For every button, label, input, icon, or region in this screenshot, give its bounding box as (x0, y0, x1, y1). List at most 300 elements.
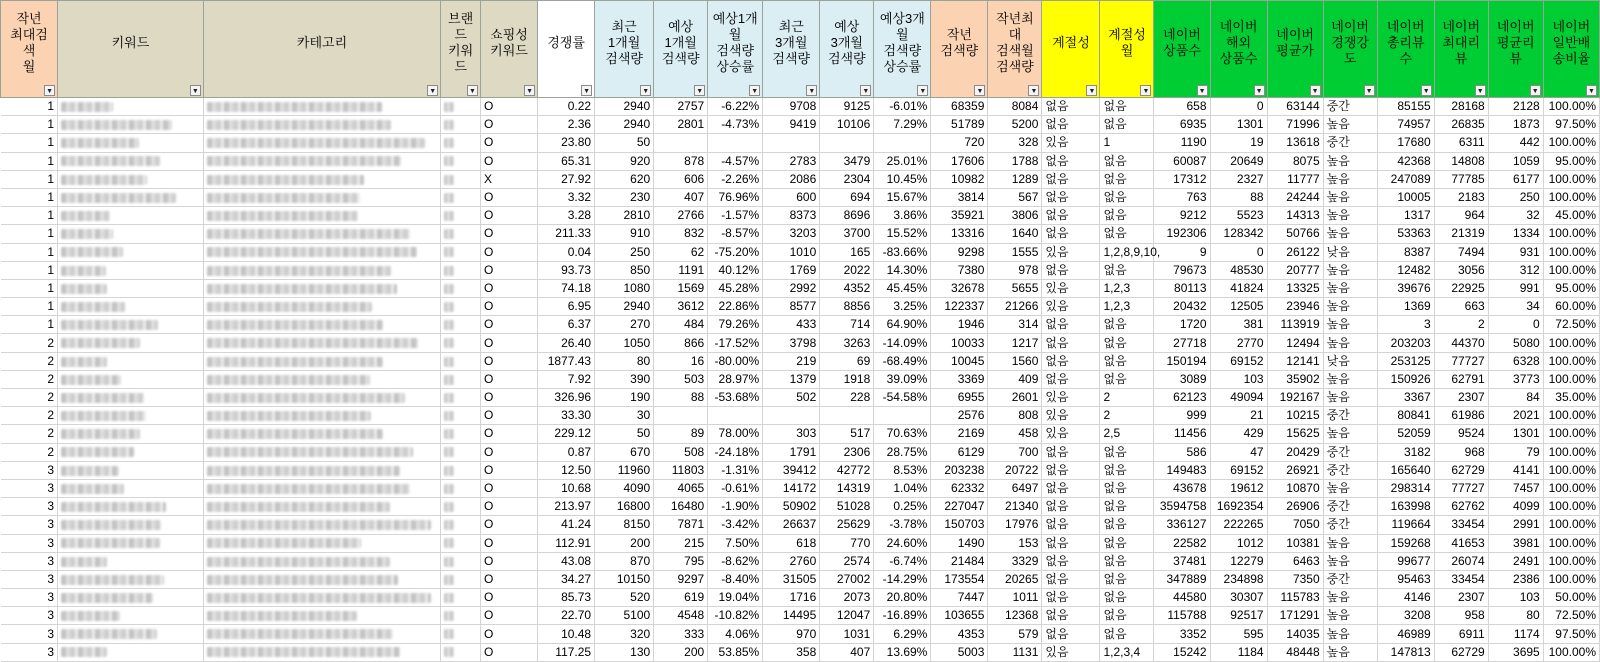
cell-intensity[interactable] (1323, 407, 1377, 425)
cell-avgreview[interactable] (1488, 479, 1543, 497)
cell-overseas[interactable] (1210, 188, 1267, 206)
cell-seasonal[interactable] (1042, 352, 1100, 370)
cell-maxreview[interactable] (1434, 188, 1488, 206)
cell-recent3[interactable] (763, 370, 820, 388)
cell-avgprice[interactable] (1267, 425, 1323, 443)
cell-competition[interactable] (538, 425, 595, 443)
cell-rise3[interactable] (874, 443, 931, 461)
cell-recent1[interactable] (595, 243, 654, 261)
cell-recent1[interactable] (595, 552, 654, 570)
column-header-keyword[interactable] (58, 1, 204, 98)
cell-avgprice[interactable] (1267, 370, 1323, 388)
cell-seasonal[interactable] (1042, 443, 1100, 461)
cell-lastyear[interactable] (931, 152, 988, 170)
cell-rise3[interactable] (874, 98, 931, 116)
cell-generalratio[interactable] (1543, 479, 1599, 497)
cell-intensity[interactable] (1323, 98, 1377, 116)
cell-avgprice[interactable] (1267, 116, 1323, 134)
cell-rise3[interactable] (874, 407, 931, 425)
cell-seasonal[interactable] (1042, 552, 1100, 570)
cell-category[interactable] (203, 116, 440, 134)
cell-avgreview[interactable] (1488, 443, 1543, 461)
cell-intensity[interactable] (1323, 170, 1377, 188)
cell-month[interactable] (1, 98, 58, 116)
cell-rise1[interactable] (708, 225, 763, 243)
cell-month[interactable] (1, 243, 58, 261)
cell-month[interactable] (1, 225, 58, 243)
cell-lastyear[interactable] (931, 352, 988, 370)
cell-rise3[interactable] (874, 643, 931, 661)
cell-seasonmonth[interactable] (1100, 643, 1154, 661)
cell-seasonmonth[interactable] (1100, 334, 1154, 352)
cell-category[interactable] (203, 443, 440, 461)
cell-rise1[interactable] (708, 316, 763, 334)
cell-overseas[interactable] (1210, 407, 1267, 425)
cell-keyword[interactable] (58, 134, 204, 152)
cell-recent3[interactable] (763, 98, 820, 116)
cell-category[interactable] (203, 243, 440, 261)
cell-seasonal[interactable] (1042, 298, 1100, 316)
cell-maxreview[interactable] (1434, 479, 1488, 497)
column-header-shopping[interactable] (480, 1, 537, 98)
column-header-expect1[interactable] (654, 1, 708, 98)
cell-keyword[interactable] (58, 152, 204, 170)
filter-dropdown-icon[interactable]: ▼ (1310, 85, 1321, 96)
cell-expect3[interactable] (820, 607, 874, 625)
cell-recent1[interactable] (595, 116, 654, 134)
cell-avgreview[interactable] (1488, 589, 1543, 607)
cell-expect3[interactable] (820, 534, 874, 552)
cell-overseas[interactable] (1210, 243, 1267, 261)
cell-rise1[interactable] (708, 261, 763, 279)
cell-category[interactable] (203, 425, 440, 443)
column-header-lastyear[interactable] (931, 1, 988, 98)
cell-products[interactable] (1154, 498, 1210, 516)
cell-brand[interactable] (441, 407, 481, 425)
cell-seasonmonth[interactable] (1100, 607, 1154, 625)
cell-month[interactable] (1, 498, 58, 516)
cell-lastyearmax[interactable] (988, 589, 1042, 607)
cell-expect3[interactable] (820, 152, 874, 170)
cell-overseas[interactable] (1210, 225, 1267, 243)
cell-lastyearmax[interactable] (988, 170, 1042, 188)
cell-lastyear[interactable] (931, 316, 988, 334)
cell-competition[interactable] (538, 334, 595, 352)
cell-shopping[interactable] (480, 261, 537, 279)
cell-seasonal[interactable] (1042, 625, 1100, 643)
cell-rise1[interactable] (708, 352, 763, 370)
cell-keyword[interactable] (58, 643, 204, 661)
cell-maxreview[interactable] (1434, 425, 1488, 443)
filter-dropdown-icon[interactable]: ▼ (1530, 85, 1541, 96)
cell-lastyearmax[interactable] (988, 625, 1042, 643)
cell-month[interactable] (1, 352, 58, 370)
cell-seasonal[interactable] (1042, 170, 1100, 188)
cell-rise1[interactable] (708, 334, 763, 352)
cell-rise1[interactable] (708, 243, 763, 261)
cell-totalreview[interactable] (1377, 643, 1434, 661)
cell-seasonmonth[interactable] (1100, 352, 1154, 370)
column-header-brand[interactable] (441, 1, 481, 98)
cell-intensity[interactable] (1323, 516, 1377, 534)
cell-category[interactable] (203, 643, 440, 661)
cell-seasonmonth[interactable] (1100, 407, 1154, 425)
cell-rise1[interactable] (708, 552, 763, 570)
cell-overseas[interactable] (1210, 570, 1267, 588)
cell-seasonal[interactable] (1042, 607, 1100, 625)
cell-competition[interactable] (538, 589, 595, 607)
cell-expect1[interactable] (654, 279, 708, 297)
column-header-recent3[interactable] (763, 1, 820, 98)
cell-products[interactable] (1154, 316, 1210, 334)
cell-products[interactable] (1154, 443, 1210, 461)
cell-maxreview[interactable] (1434, 334, 1488, 352)
cell-keyword[interactable] (58, 607, 204, 625)
cell-totalreview[interactable] (1377, 625, 1434, 643)
cell-products[interactable] (1154, 170, 1210, 188)
cell-category[interactable] (203, 625, 440, 643)
cell-competition[interactable] (538, 479, 595, 497)
cell-totalreview[interactable] (1377, 152, 1434, 170)
cell-avgreview[interactable] (1488, 352, 1543, 370)
cell-seasonmonth[interactable] (1100, 516, 1154, 534)
cell-recent3[interactable] (763, 461, 820, 479)
cell-avgreview[interactable] (1488, 570, 1543, 588)
cell-expect1[interactable] (654, 152, 708, 170)
cell-recent3[interactable] (763, 643, 820, 661)
cell-generalratio[interactable] (1543, 352, 1599, 370)
cell-keyword[interactable] (58, 334, 204, 352)
cell-category[interactable] (203, 479, 440, 497)
cell-expect3[interactable] (820, 298, 874, 316)
cell-totalreview[interactable] (1377, 352, 1434, 370)
column-header-expect3[interactable] (820, 1, 874, 98)
cell-rise1[interactable] (708, 534, 763, 552)
cell-recent1[interactable] (595, 170, 654, 188)
cell-rise3[interactable] (874, 334, 931, 352)
cell-seasonmonth[interactable] (1100, 589, 1154, 607)
column-header-category[interactable] (203, 1, 440, 98)
cell-lastyear[interactable] (931, 461, 988, 479)
cell-avgreview[interactable] (1488, 279, 1543, 297)
cell-shopping[interactable] (480, 425, 537, 443)
cell-month[interactable] (1, 370, 58, 388)
cell-maxreview[interactable] (1434, 516, 1488, 534)
cell-avgprice[interactable] (1267, 98, 1323, 116)
cell-seasonal[interactable] (1042, 188, 1100, 206)
cell-keyword[interactable] (58, 443, 204, 461)
cell-maxreview[interactable] (1434, 170, 1488, 188)
cell-rise3[interactable] (874, 498, 931, 516)
cell-maxreview[interactable] (1434, 407, 1488, 425)
cell-keyword[interactable] (58, 534, 204, 552)
cell-lastyear[interactable] (931, 98, 988, 116)
cell-recent1[interactable] (595, 516, 654, 534)
cell-maxreview[interactable] (1434, 625, 1488, 643)
cell-avgprice[interactable] (1267, 498, 1323, 516)
cell-totalreview[interactable] (1377, 425, 1434, 443)
cell-category[interactable] (203, 225, 440, 243)
cell-lastyearmax[interactable] (988, 534, 1042, 552)
cell-seasonmonth[interactable] (1100, 479, 1154, 497)
cell-avgreview[interactable] (1488, 425, 1543, 443)
cell-expect1[interactable] (654, 589, 708, 607)
cell-intensity[interactable] (1323, 316, 1377, 334)
cell-recent3[interactable] (763, 352, 820, 370)
cell-products[interactable] (1154, 643, 1210, 661)
cell-seasonal[interactable] (1042, 589, 1100, 607)
cell-expect3[interactable] (820, 170, 874, 188)
cell-products[interactable] (1154, 298, 1210, 316)
cell-avgreview[interactable] (1488, 643, 1543, 661)
cell-recent1[interactable] (595, 98, 654, 116)
cell-month[interactable] (1, 589, 58, 607)
cell-brand[interactable] (441, 225, 481, 243)
cell-overseas[interactable] (1210, 389, 1267, 407)
cell-avgprice[interactable] (1267, 188, 1323, 206)
cell-month[interactable] (1, 643, 58, 661)
cell-month[interactable] (1, 425, 58, 443)
cell-competition[interactable] (538, 389, 595, 407)
cell-month[interactable] (1, 261, 58, 279)
cell-shopping[interactable] (480, 643, 537, 661)
cell-avgreview[interactable] (1488, 207, 1543, 225)
cell-generalratio[interactable] (1543, 279, 1599, 297)
cell-avgreview[interactable] (1488, 225, 1543, 243)
cell-rise3[interactable] (874, 425, 931, 443)
cell-avgprice[interactable] (1267, 389, 1323, 407)
cell-avgprice[interactable] (1267, 170, 1323, 188)
cell-intensity[interactable] (1323, 279, 1377, 297)
cell-avgprice[interactable] (1267, 570, 1323, 588)
cell-keyword[interactable] (58, 98, 204, 116)
cell-overseas[interactable] (1210, 170, 1267, 188)
cell-generalratio[interactable] (1543, 316, 1599, 334)
cell-seasonmonth[interactable] (1100, 625, 1154, 643)
cell-products[interactable] (1154, 134, 1210, 152)
cell-seasonmonth[interactable] (1100, 389, 1154, 407)
cell-lastyearmax[interactable] (988, 334, 1042, 352)
cell-totalreview[interactable] (1377, 498, 1434, 516)
cell-competition[interactable] (538, 316, 595, 334)
cell-lastyear[interactable] (931, 389, 988, 407)
cell-rise3[interactable] (874, 607, 931, 625)
filter-dropdown-icon[interactable]: ▼ (1364, 85, 1375, 96)
cell-avgreview[interactable] (1488, 407, 1543, 425)
filter-dropdown-icon[interactable]: ▼ (1197, 85, 1208, 96)
cell-recent3[interactable] (763, 225, 820, 243)
cell-lastyearmax[interactable] (988, 479, 1042, 497)
cell-intensity[interactable] (1323, 243, 1377, 261)
cell-shopping[interactable] (480, 370, 537, 388)
cell-seasonal[interactable] (1042, 479, 1100, 497)
column-header-rise3[interactable] (874, 1, 931, 98)
cell-brand[interactable] (441, 534, 481, 552)
cell-intensity[interactable] (1323, 570, 1377, 588)
cell-recent3[interactable] (763, 207, 820, 225)
cell-shopping[interactable] (480, 170, 537, 188)
cell-recent1[interactable] (595, 407, 654, 425)
cell-competition[interactable] (538, 370, 595, 388)
cell-category[interactable] (203, 461, 440, 479)
cell-recent1[interactable] (595, 607, 654, 625)
cell-intensity[interactable] (1323, 389, 1377, 407)
cell-month[interactable] (1, 534, 58, 552)
cell-category[interactable] (203, 298, 440, 316)
cell-month[interactable] (1, 570, 58, 588)
cell-seasonal[interactable] (1042, 534, 1100, 552)
cell-keyword[interactable] (58, 225, 204, 243)
cell-shopping[interactable] (480, 152, 537, 170)
cell-avgprice[interactable] (1267, 625, 1323, 643)
cell-keyword[interactable] (58, 570, 204, 588)
cell-brand[interactable] (441, 443, 481, 461)
cell-competition[interactable] (538, 498, 595, 516)
cell-totalreview[interactable] (1377, 607, 1434, 625)
cell-lastyear[interactable] (931, 334, 988, 352)
cell-generalratio[interactable] (1543, 498, 1599, 516)
cell-intensity[interactable] (1323, 479, 1377, 497)
cell-recent3[interactable] (763, 570, 820, 588)
cell-shopping[interactable] (480, 225, 537, 243)
cell-avgprice[interactable] (1267, 589, 1323, 607)
cell-category[interactable] (203, 389, 440, 407)
cell-avgreview[interactable] (1488, 298, 1543, 316)
cell-recent1[interactable] (595, 188, 654, 206)
cell-lastyear[interactable] (931, 643, 988, 661)
cell-maxreview[interactable] (1434, 316, 1488, 334)
cell-avgreview[interactable] (1488, 552, 1543, 570)
cell-expect3[interactable] (820, 498, 874, 516)
filter-dropdown-icon[interactable]: ▼ (524, 85, 535, 96)
cell-category[interactable] (203, 316, 440, 334)
cell-seasonmonth[interactable] (1100, 279, 1154, 297)
cell-generalratio[interactable] (1543, 207, 1599, 225)
cell-lastyear[interactable] (931, 498, 988, 516)
cell-lastyearmax[interactable] (988, 261, 1042, 279)
cell-lastyearmax[interactable] (988, 316, 1042, 334)
cell-products[interactable] (1154, 625, 1210, 643)
cell-seasonmonth[interactable] (1100, 152, 1154, 170)
column-header-month[interactable] (1, 1, 58, 98)
cell-overseas[interactable] (1210, 134, 1267, 152)
cell-keyword[interactable] (58, 625, 204, 643)
cell-maxreview[interactable] (1434, 134, 1488, 152)
cell-seasonmonth[interactable] (1100, 425, 1154, 443)
cell-maxreview[interactable] (1434, 116, 1488, 134)
cell-recent1[interactable] (595, 134, 654, 152)
cell-keyword[interactable] (58, 352, 204, 370)
cell-totalreview[interactable] (1377, 443, 1434, 461)
filter-dropdown-icon[interactable]: ▼ (1086, 85, 1097, 96)
cell-totalreview[interactable] (1377, 134, 1434, 152)
cell-generalratio[interactable] (1543, 461, 1599, 479)
cell-generalratio[interactable] (1543, 261, 1599, 279)
cell-recent3[interactable] (763, 407, 820, 425)
cell-products[interactable] (1154, 407, 1210, 425)
cell-brand[interactable] (441, 643, 481, 661)
cell-category[interactable] (203, 552, 440, 570)
cell-lastyear[interactable] (931, 116, 988, 134)
cell-lastyear[interactable] (931, 589, 988, 607)
cell-intensity[interactable] (1323, 261, 1377, 279)
cell-rise1[interactable] (708, 643, 763, 661)
cell-category[interactable] (203, 352, 440, 370)
cell-lastyear[interactable] (931, 188, 988, 206)
column-header-maxreview[interactable] (1434, 1, 1488, 98)
cell-shopping[interactable] (480, 134, 537, 152)
cell-competition[interactable] (538, 170, 595, 188)
cell-rise3[interactable] (874, 625, 931, 643)
cell-month[interactable] (1, 625, 58, 643)
cell-rise1[interactable] (708, 188, 763, 206)
cell-totalreview[interactable] (1377, 370, 1434, 388)
cell-month[interactable] (1, 116, 58, 134)
cell-seasonal[interactable] (1042, 516, 1100, 534)
cell-keyword[interactable] (58, 207, 204, 225)
cell-expect1[interactable] (654, 461, 708, 479)
cell-lastyearmax[interactable] (988, 443, 1042, 461)
cell-recent1[interactable] (595, 207, 654, 225)
cell-brand[interactable] (441, 479, 481, 497)
cell-seasonal[interactable] (1042, 225, 1100, 243)
cell-competition[interactable] (538, 98, 595, 116)
column-header-lastyearmax[interactable] (988, 1, 1042, 98)
cell-rise3[interactable] (874, 279, 931, 297)
filter-dropdown-icon[interactable]: ▼ (190, 85, 201, 96)
column-header-competition[interactable] (538, 1, 595, 98)
filter-dropdown-icon[interactable]: ▼ (640, 85, 651, 96)
cell-category[interactable] (203, 607, 440, 625)
cell-recent3[interactable] (763, 261, 820, 279)
cell-products[interactable] (1154, 370, 1210, 388)
cell-rise1[interactable] (708, 207, 763, 225)
cell-seasonmonth[interactable] (1100, 316, 1154, 334)
cell-recent1[interactable] (595, 261, 654, 279)
cell-overseas[interactable] (1210, 152, 1267, 170)
column-header-intensity[interactable] (1323, 1, 1377, 98)
cell-month[interactable] (1, 479, 58, 497)
column-header-products[interactable] (1154, 1, 1210, 98)
cell-month[interactable] (1, 407, 58, 425)
cell-avgprice[interactable] (1267, 407, 1323, 425)
cell-lastyearmax[interactable] (988, 243, 1042, 261)
cell-brand[interactable] (441, 152, 481, 170)
cell-seasonal[interactable] (1042, 116, 1100, 134)
cell-rise3[interactable] (874, 461, 931, 479)
cell-rise3[interactable] (874, 207, 931, 225)
cell-recent1[interactable] (595, 279, 654, 297)
cell-expect1[interactable] (654, 534, 708, 552)
cell-recent3[interactable] (763, 334, 820, 352)
cell-expect3[interactable] (820, 461, 874, 479)
cell-category[interactable] (203, 334, 440, 352)
cell-expect1[interactable] (654, 570, 708, 588)
cell-competition[interactable] (538, 116, 595, 134)
cell-seasonal[interactable] (1042, 279, 1100, 297)
cell-brand[interactable] (441, 188, 481, 206)
cell-competition[interactable] (538, 552, 595, 570)
cell-overseas[interactable] (1210, 516, 1267, 534)
cell-avgprice[interactable] (1267, 443, 1323, 461)
cell-category[interactable] (203, 516, 440, 534)
cell-lastyear[interactable] (931, 261, 988, 279)
cell-maxreview[interactable] (1434, 389, 1488, 407)
cell-intensity[interactable] (1323, 370, 1377, 388)
cell-maxreview[interactable] (1434, 443, 1488, 461)
cell-brand[interactable] (441, 389, 481, 407)
cell-expect1[interactable] (654, 225, 708, 243)
